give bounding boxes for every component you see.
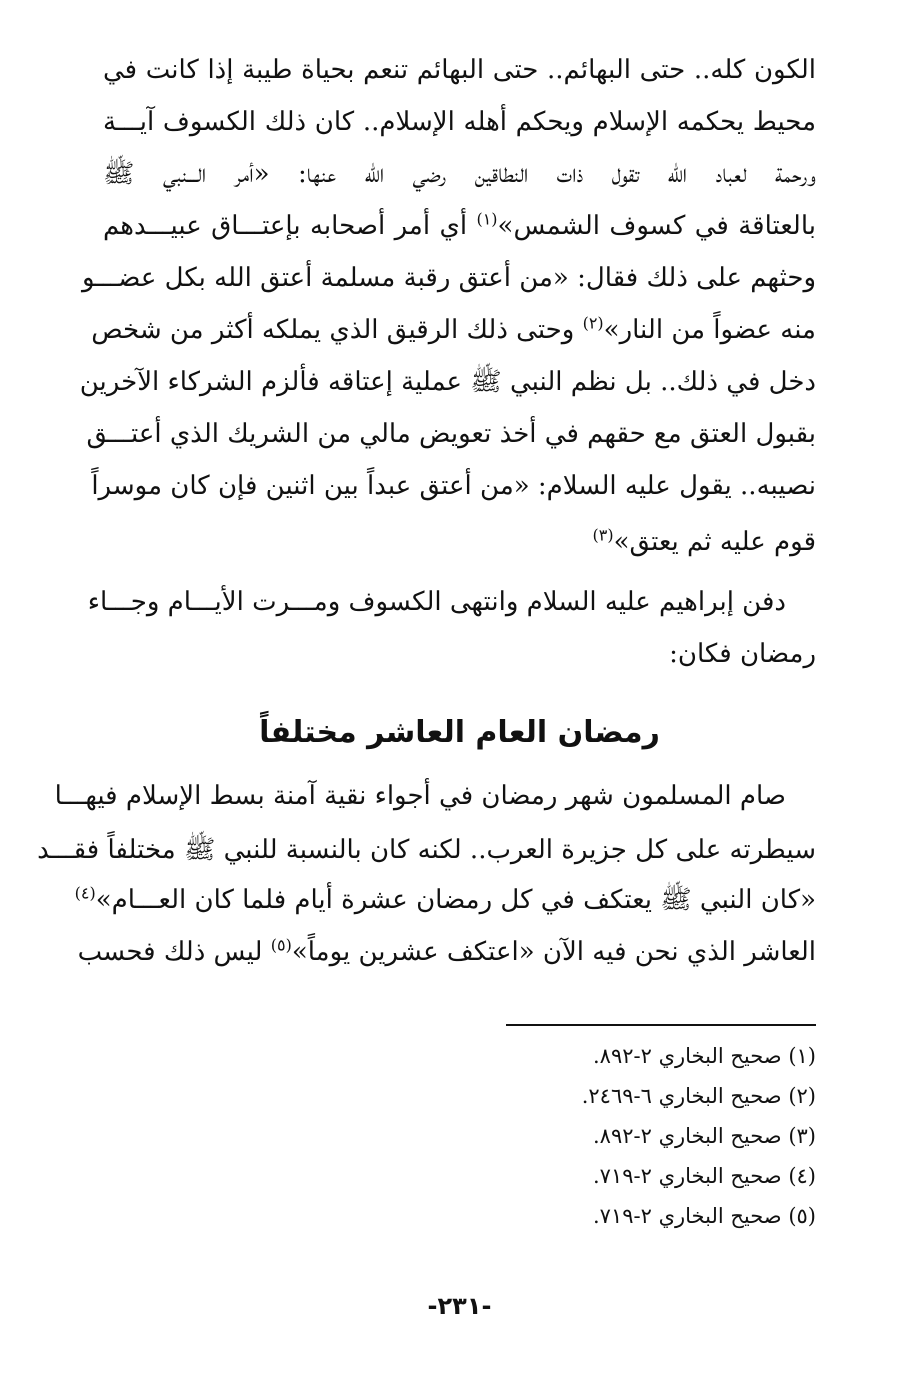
text-segment: ليس ذلك فحسب [77, 937, 263, 967]
text-line [77, 926, 816, 978]
footnote-item: (٥) صحيح البخاري ٢-٧١٩. [592, 1204, 816, 1228]
footnote-item: (٤) صحيح البخاري ٢-٧١٩. [592, 1164, 816, 1188]
text-line: نصيبه.. يقول عليه السلام: «من أعتق عبداً بين اثنين فإن كان موسراً [91, 471, 816, 501]
footnote-ref-4: (٤) [74, 883, 96, 903]
text-segment: بالعتاقة في كسوف الشمس» [497, 211, 816, 241]
text-line: وحثهم على ذلك فقال: «من أعتق رقبة مسلمة أعتق الله بكل عضـــو [82, 263, 816, 293]
text-segment: وحتى ذلك الرقيق الذي يملكه أكثر من شخص [91, 315, 575, 345]
text-line: الكون كله.. حتى البهائم.. حتى البهائم تنعم بحياة طيبة إذا كانت في [103, 55, 816, 85]
text-line [103, 516, 816, 568]
footnote-ref-1: (١) [476, 209, 498, 229]
text-segment: منه عضواً من النار» [603, 315, 816, 345]
footnote-ref-5: (٥) [270, 935, 292, 955]
footnote-item: (١) صحيح البخاري ٢-٨٩٢. [592, 1044, 816, 1068]
text-line: سيطرته على كل جزيرة العرب.. لكنه كان بالنسبة للنبي ﷺ مختلفاً فقـــد [37, 835, 816, 865]
text-line: دفن إبراهيم عليه السلام وانتهى الكسوف ومـــرت الأيـــام وجـــاء [87, 587, 786, 617]
text-segment: أي أمر أصحابه بإعتـــاق عبيـــدهم [103, 211, 468, 241]
text-segment: «كان النبي ﷺ يعتكف في كل رمضان عشرة أيام فلما كان العـــام» [95, 885, 816, 915]
text-line: صام المسلمون شهر رمضان في أجواء نقية آمنة بسط الإسلام فيهـــا [54, 781, 786, 811]
footnote-divider [506, 1024, 816, 1026]
text-line: ورحمة لعباد الله تقول ذات النطاقين رضي الله عنها: «أمر الـــنبي ﷺ [103, 159, 816, 189]
footnote-ref-3: (٣) [592, 525, 614, 545]
text-line [103, 200, 816, 252]
text-line: بقبول العتق مع حقهم في أخذ تعويض مالي من الشريك الذي أعتـــق [86, 419, 816, 449]
text-segment: العاشر الذي نحن فيه الآن «اعتكف عشرين يوماً» [291, 937, 816, 967]
text-line: رمضان فكان: [669, 639, 816, 669]
footnote-item: (٣) صحيح البخاري ٢-٨٩٢. [592, 1124, 816, 1148]
text-line [74, 874, 816, 926]
text-line [91, 304, 816, 356]
section-heading: رمضان العام العاشر مختلفاً [259, 715, 660, 750]
footnote-item: (٢) صحيح البخاري ٦-٢٤٦٩. [581, 1084, 816, 1108]
text-segment: قوم عليه ثم يعتق» [613, 527, 816, 557]
footnote-ref-2: (٢) [582, 313, 604, 333]
text-line: محيط يحكمه الإسلام ويحكم أهله الإسلام.. كان ذلك الكسوف آيـــة [103, 107, 816, 137]
page-number: -٢٣١- [427, 1292, 492, 1320]
text-line: دخل في ذلك.. بل نظم النبي ﷺ عملية إعتاقه فألزم الشركاء الآخرين [79, 367, 816, 397]
